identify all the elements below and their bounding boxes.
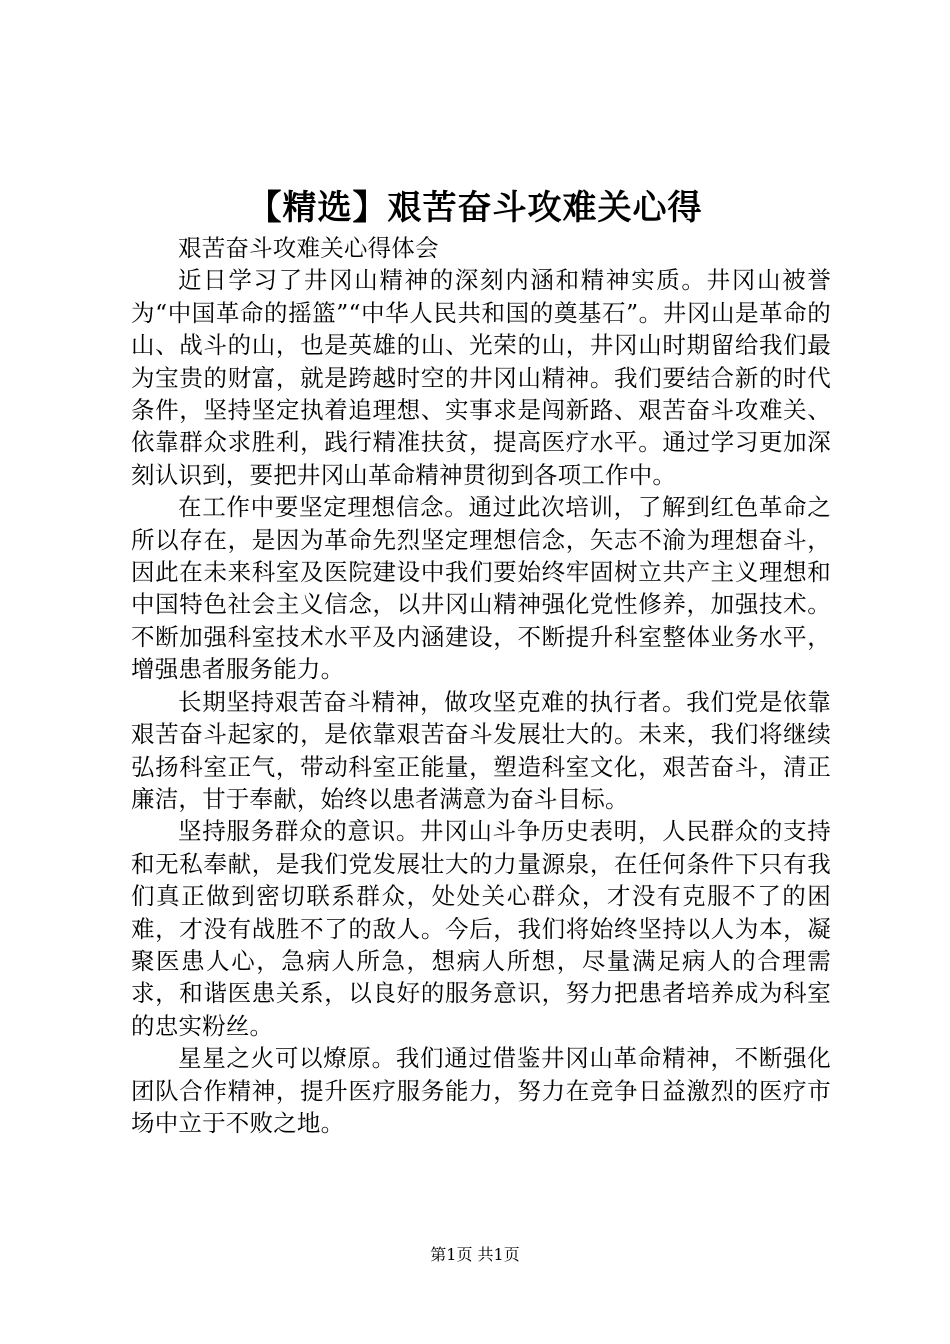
document-body bbox=[131, 232, 831, 1139]
page-footer: 第1页 共1页 bbox=[430, 1245, 520, 1264]
body-paragraph: 近日学习了井冈山精神的深刻内涵和精神实质。井冈山被誉为“中国革命的摇篮”“中华人民共和国的奠基石”。井冈山是革命的山、战斗的山，也是英雄的山、光荣的山，井冈山时期留给我们最为宝贵的财富，就是跨越时空的井冈山精神。我们要结合新的时代条件，坚持坚定执着追理想、实事求是闯新路、艰苦奋斗攻难关、依靠群众求胜利，践行精准扶贫，提高医疗水平。通过学习更加深刻认识到，要把井冈山革命精神贯彻到各项工作中。 bbox=[131, 266, 831, 489]
document-title: 【精选】艰苦奋斗攻难关心得 bbox=[247, 188, 703, 228]
body-paragraph: 艰苦奋斗攻难关心得体会 bbox=[178, 234, 439, 262]
body-paragraph: 长期坚持艰苦奋斗精神，做攻坚克难的执行者。我们党是依靠艰苦奋斗起家的，是依靠艰苦奋斗发展壮大的。未来，我们将继续弘扬科室正气，带动科室正能量，塑造科室文化，艰苦奋斗，清正廉洁，甘于奉献，始终以患者满意为奋斗目标。 bbox=[131, 687, 831, 813]
body-paragraph: 在工作中要坚定理想信念。通过此次培训，了解到红色革命之所以存在，是因为革命先烈坚定理想信念，矢志不渝为理想奋斗，因此在未来科室及医院建设中我们要始终牢固树立共产主义理想和中国特色社会主义信念，以井冈山精神强化党性修养，加强技术。不断加强科室技术水平及内涵建设，不断提升科室整体业务水平，增强患者服务能力。 bbox=[131, 493, 831, 684]
body-paragraph: 星星之火可以燎原。我们通过借鉴井冈山革命精神，不断强化团队合作精神，提升医疗服务能力，努力在竞争日益激烈的医疗市场中立于不败之地。 bbox=[131, 1044, 831, 1137]
body-paragraph: 坚持服务群众的意识。井冈山斗争历史表明，人民群众的支持和无私奉献，是我们党发展壮大的力量源泉，在任何条件下只有我们真正做到密切联系群众，处处关心群众，才没有克服不了的困难，才没有战胜不了的敌人。今后，我们将始终坚持以人为本，凝聚医患人心，急病人所急，想病人所想，尽量满足病人的合理需求，和谐医患关系，以良好的服务意识，努力把患者培养成为科室的忠实粉丝。 bbox=[131, 817, 831, 1040]
